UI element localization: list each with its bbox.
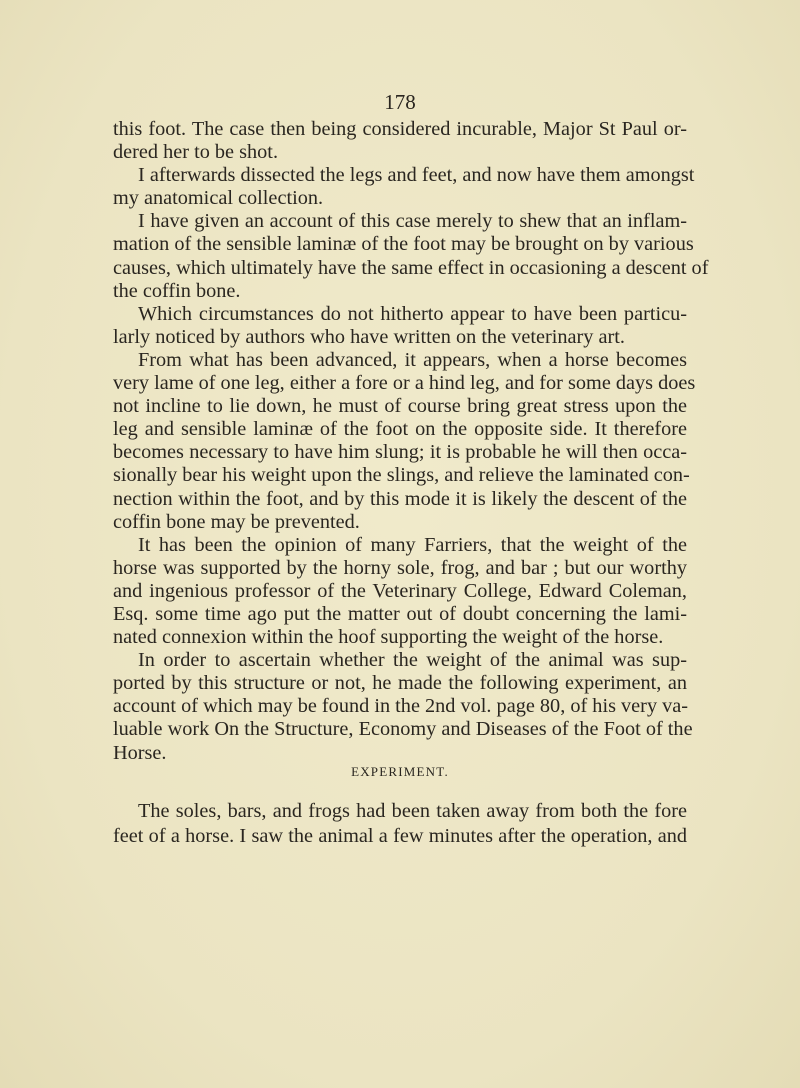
section-heading: EXPERIMENT. <box>351 764 449 779</box>
text-line: very lame of one leg, either a fore or a hind leg, and for some days does <box>113 372 696 395</box>
text-line: account of which may be found in the 2nd vol. page 80, of his very va- <box>113 695 689 718</box>
text-line: In order to ascertain whether the weight of the animal was sup- <box>138 649 687 672</box>
body-text <box>113 118 709 765</box>
text-line: nection within the foot, and by this mode it is likely the descent of the <box>113 487 687 510</box>
text-line: I afterwards dissected the legs and feet, and now have them amongst <box>138 164 695 187</box>
text-line: my anatomical collection. <box>113 187 324 210</box>
paragraph <box>113 348 696 534</box>
text-line: The soles, bars, and frogs had been taken away from both the fore <box>138 800 687 822</box>
paragraph <box>113 164 695 210</box>
paragraph <box>113 210 709 302</box>
text-line: Horse. <box>113 741 167 764</box>
text-line: feet of a horse. I saw the animal a few minutes after the operation, and <box>113 824 687 847</box>
text-line: becomes necessary to have him slung; it is probable he will then occa- <box>113 441 687 464</box>
text-line: not incline to lie down, he must of course bring great stress upon the <box>113 395 687 418</box>
text-line: mation of the sensible laminæ of the foot may be brought on by various <box>113 233 694 256</box>
text-line: horse was supported by the horny sole, frog, and bar ; but our worthy <box>113 556 687 579</box>
text-line: luable work On the Structure, Economy and Diseases of the Foot of the <box>113 718 693 741</box>
text-line: larly noticed by authors who have written on the veterinary art. <box>113 325 625 348</box>
text-line: Which circumstances do not hitherto appear to have been particu- <box>138 302 687 325</box>
body-text-continued <box>113 799 687 848</box>
text-line: nated connexion within the hoof supporting the weight of the horse. <box>113 626 664 649</box>
text-line: the coffin bone. <box>113 279 241 302</box>
text-line: From what has been advanced, it appears, when a horse becomes <box>138 348 687 371</box>
text-line: Esq. some time ago put the matter out of doubt concerning the lami- <box>113 602 687 625</box>
text-line: and ingenious professor of the Veterinary College, Edward Coleman, <box>113 579 687 602</box>
text-line: coffin bone may be prevented. <box>113 510 360 533</box>
text-line: sionally bear his weight upon the slings, and relieve the laminated con- <box>113 464 690 487</box>
paragraph <box>113 118 687 164</box>
text-line: ported by this structure or not, he made the following experiment, an <box>113 672 687 695</box>
text-line: this foot. The case then being considered incurable, Major St Paul or- <box>113 118 687 140</box>
paragraph <box>113 534 687 649</box>
text-line: I have given an account of this case merely to shew that an inflam- <box>138 210 687 233</box>
paragraph <box>113 649 693 764</box>
paragraph <box>113 303 687 349</box>
text-line: leg and sensible laminæ of the foot on the opposite side. It therefore <box>113 418 687 441</box>
page-number: 178 <box>384 90 416 114</box>
text-line: causes, which ultimately have the same effect in occasioning a descent of <box>113 256 709 279</box>
text-line: dered her to be shot. <box>113 141 279 164</box>
text-line: It has been the opinion of many Farriers, that the weight of the <box>138 533 687 556</box>
